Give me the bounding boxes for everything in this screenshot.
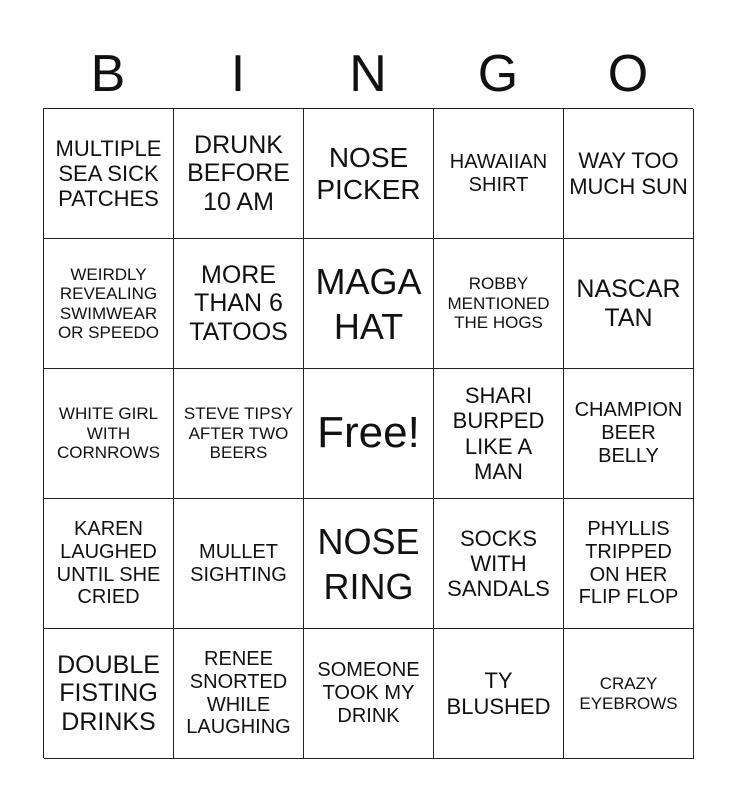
free-space[interactable]: Free! bbox=[304, 369, 434, 499]
bingo-cell[interactable]: CHAMPION BEER BELLY bbox=[564, 369, 694, 499]
bingo-cell[interactable]: RENEE SNORTED WHILE LAUGHING bbox=[174, 629, 304, 759]
bingo-cell[interactable]: TY BLUSHED bbox=[434, 629, 564, 759]
bingo-cell[interactable]: SHARI BURPED LIKE A MAN bbox=[434, 369, 564, 499]
bingo-cell[interactable]: NOSE PICKER bbox=[304, 109, 434, 239]
bingo-cell[interactable]: MORE THAN 6 TATOOS bbox=[174, 239, 304, 369]
bingo-cell[interactable]: WAY TOO MUCH SUN bbox=[564, 109, 694, 239]
header-letter-g: G bbox=[477, 45, 519, 103]
bingo-cell[interactable]: DRUNK BEFORE 10 AM bbox=[174, 109, 304, 239]
bingo-cell[interactable]: NASCAR TAN bbox=[564, 239, 694, 369]
bingo-cell[interactable]: ROBBY MENTIONED THE HOGS bbox=[434, 239, 564, 369]
bingo-cell[interactable]: STEVE TIPSY AFTER TWO BEERS bbox=[174, 369, 304, 499]
bingo-cell[interactable]: PHYLLIS TRIPPED ON HER FLIP FLOP bbox=[564, 499, 694, 629]
bingo-cell[interactable]: DOUBLE FISTING DRINKS bbox=[44, 629, 174, 759]
bingo-cell[interactable]: HAWAIIAN SHIRT bbox=[434, 109, 564, 239]
header-letter-o: O bbox=[607, 45, 649, 103]
bingo-cell[interactable]: MULLET SIGHTING bbox=[174, 499, 304, 629]
bingo-cell[interactable]: MULTIPLE SEA SICK PATCHES bbox=[44, 109, 174, 239]
bingo-cell[interactable]: CRAZY EYEBROWS bbox=[564, 629, 694, 759]
bingo-cell[interactable]: WEIRDLY REVEALING SWIMWEAR OR SPEEDO bbox=[44, 239, 174, 369]
bingo-cell[interactable]: KAREN LAUGHED UNTIL SHE CRIED bbox=[44, 499, 174, 629]
bingo-cell[interactable]: NOSE RING bbox=[304, 499, 434, 629]
header-letter-n: N bbox=[349, 45, 387, 103]
bingo-cell[interactable]: SOCKS WITH SANDALS bbox=[434, 499, 564, 629]
bingo-cell[interactable]: MAGA HAT bbox=[304, 239, 434, 369]
bingo-cell[interactable]: WHITE GIRL WITH CORNROWS bbox=[44, 369, 174, 499]
bingo-header bbox=[43, 40, 693, 108]
header-letter-i: I bbox=[230, 45, 246, 103]
bingo-cell[interactable]: SOMEONE TOOK MY DRINK bbox=[304, 629, 434, 759]
bingo-board bbox=[43, 108, 693, 758]
header-letter-b: B bbox=[90, 45, 126, 103]
